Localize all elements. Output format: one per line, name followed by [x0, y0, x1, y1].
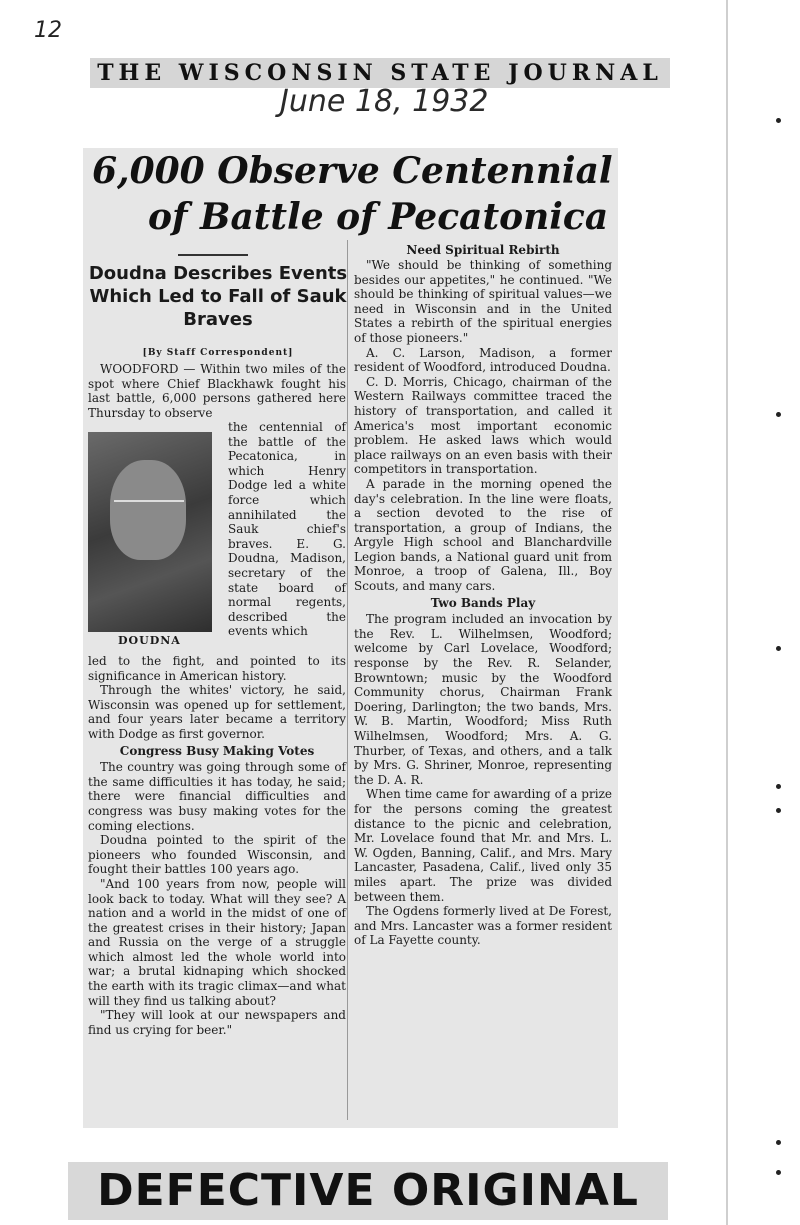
newspaper-masthead: THE WISCONSIN STATE JOURNAL — [90, 58, 670, 88]
margin-dot — [776, 412, 781, 417]
page-number: 12 — [34, 18, 62, 43]
paragraph: C. D. Morris, Chicago, chairman of the Western Railways committee traced the history of transportation, and called it America's most important economic problem. He asked laws which would place railways on an even basis with their competitors in transportation. — [354, 374, 612, 477]
right-column-body — [354, 258, 612, 948]
paragraph: "We should be thinking of something besides our appetites," he continued. "We should be thinking of spiritual values—we need in Wisconsin and in the United States a rebirth of the spiritual energies of those pioneers." — [354, 258, 612, 345]
paragraph: The country was going through some of the same difficulties it has today, he said; there were financial difficulties and congress was busy making votes for the coming elections. — [88, 760, 346, 833]
section-heading: Two Bands Play — [430, 595, 536, 610]
paragraph: "They will look at our newspapers and find us crying for beer." — [88, 1008, 346, 1037]
left-column-body — [88, 654, 346, 1037]
divider-rule — [178, 254, 248, 256]
photo-caption: DOUDNA — [118, 634, 181, 647]
lead-paragraph: WOODFORD — Within two miles of the spot where Chief Blackhawk fought his last battle, 6,000 persons gathered here Thursday to observe — [88, 362, 346, 420]
margin-dot — [776, 1170, 781, 1175]
paragraph: led to the fight, and pointed to its significance in American history. — [88, 654, 346, 683]
portrait-glasses — [114, 500, 184, 512]
margin-dot — [776, 1140, 781, 1145]
margin-dot — [776, 784, 781, 789]
lead-paragraph-wrap: the centennial of the battle of the Pecatonica, in which Henry Dodge led a white force which annihilated the Sauk chief's braves. E. G. Doudna, Madison, secretary of the state board of normal regents, described the events which — [228, 420, 346, 639]
margin-dot — [776, 808, 781, 813]
headline-line-1: 6,000 Observe Centennial — [92, 150, 613, 192]
paragraph: Doudna pointed to the spirit of the pioneers who founded Wisconsin, and fought their battles 100 years ago. — [88, 833, 346, 877]
paragraph: Through the whites' victory, he said, Wisconsin was opened up for settlement, and four years later became a territory with Dodge as first governor. — [88, 683, 346, 741]
paragraph: "And 100 years from now, people will look back to today. What will they see? A nation and a world in the midst of one of the greatest crises in their history; Japan and Russia on the verge of a struggle which almost led the whole world into war; a brutal kidnaping which shocked the earth with its tragic climax—and what will they find us talking about? — [88, 876, 346, 1008]
column-divider — [347, 240, 348, 1120]
byline: [By Staff Correspondent] — [142, 348, 294, 358]
paragraph: A parade in the morning opened the day's celebration. In the line were floats, a section devoted to the rise of transportation, a group of Indians, the Argyle High school and Blanchardville Legion bands, a National guard unit from Monroe, a troop of Galena, Ill., Boy Scouts, and many cars. — [354, 476, 612, 594]
margin-dot — [776, 646, 781, 651]
section-heading: Congress Busy Making Votes — [119, 743, 315, 758]
margin-dot — [776, 118, 781, 123]
section-heading: Need Spiritual Rebirth — [406, 243, 560, 257]
page-edge — [726, 0, 728, 1225]
paragraph: The program included an invocation by the Rev. L. Wilhelmsen, Woodford; welcome by Carl Lovelace, Woodford; response by the Rev. R. Selander, Browntown; music by the Woodford Community chorus, Chairman Frank Doering, Darlington; the two bands, Mrs. W. B. Martin, Woodford; Miss Ruth Wilhelmsen, Woodford; Mrs. A. G. Thurber, of Texas, and others, and a talk by Mrs. G. Shriner, Monroe, representing the D. A. R. — [354, 612, 612, 787]
headline-line-2: of Battle of Pecatonica — [148, 196, 609, 238]
paragraph: When time came for awarding of a prize for the persons coming the greatest distance to the picnic and celebration, Mr. Lovelace found that Mr. and Mrs. L. W. Ogden, Banning, Calif., and Mrs. Mary Lancaster, Pasadena, Calif., lived only 35 miles apart. The prize was divided between them. — [354, 787, 612, 904]
paragraph: A. C. Larson, Madison, a former resident of Woodford, introduced Doudna. — [354, 345, 612, 375]
handwritten-date: June 18, 1932 — [280, 84, 489, 119]
defective-original-stamp: DEFECTIVE ORIGINAL — [68, 1162, 668, 1220]
article-subhead: Doudna Describes Events Which Led to Fall of Sauk Braves — [88, 263, 348, 330]
paragraph: The Ogdens formerly lived at De Forest, and Mrs. Lancaster was a former resident of La Fayette county. — [354, 904, 612, 948]
portrait-photo — [88, 432, 212, 632]
